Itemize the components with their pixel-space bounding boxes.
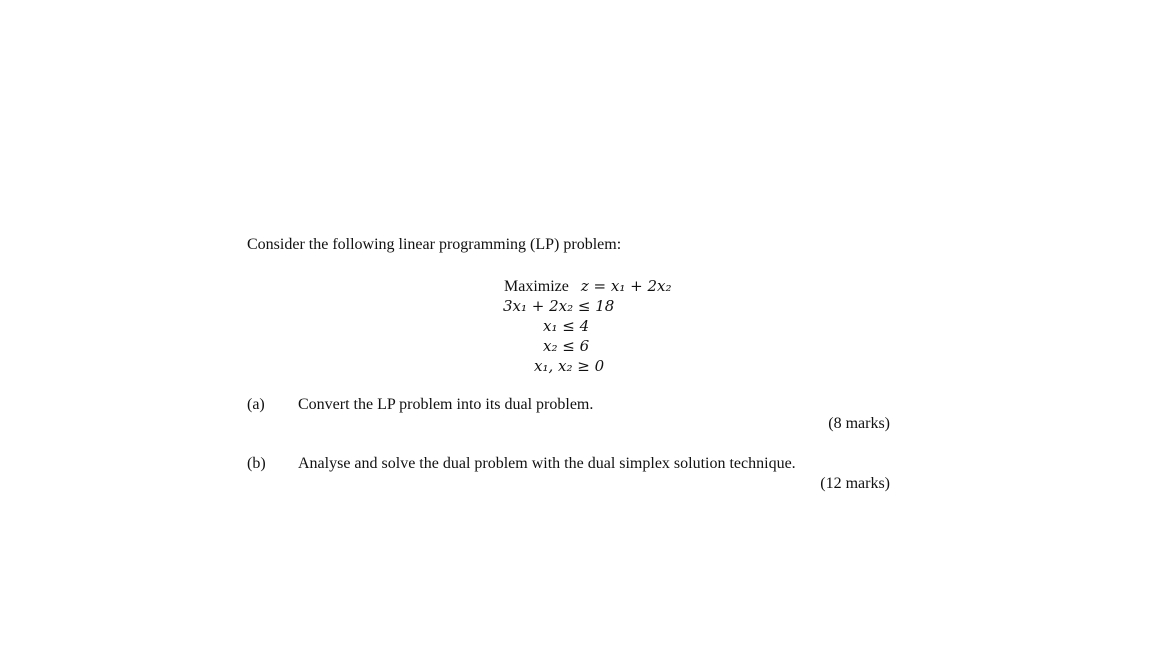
question-b-text: Analyse and solve the dual problem with the dual simplex solution technique. (298, 455, 796, 472)
constraint-2: x₁ ≤ 4 (543, 317, 590, 335)
question-b-marks: (12 marks) (820, 475, 890, 492)
constraint-1: 3x₁ + 2x₂ ≤ 18 (503, 297, 615, 315)
maximize-label: Maximize (504, 278, 569, 295)
question-b-label: (b) (247, 455, 266, 472)
nonnegativity-constraint: x₁, x₂ ≥ 0 (534, 357, 605, 375)
question-a-label: (a) (247, 396, 265, 413)
question-a-text: Convert the LP problem into its dual problem. (298, 396, 594, 413)
question-a-marks: (8 marks) (828, 415, 890, 432)
objective-function: z = x₁ + 2x₂ (580, 277, 672, 295)
constraint-3: x₂ ≤ 6 (543, 337, 590, 355)
objective-line (504, 276, 671, 297)
intro-text: Consider the following linear programming (LP) problem: (247, 236, 622, 253)
